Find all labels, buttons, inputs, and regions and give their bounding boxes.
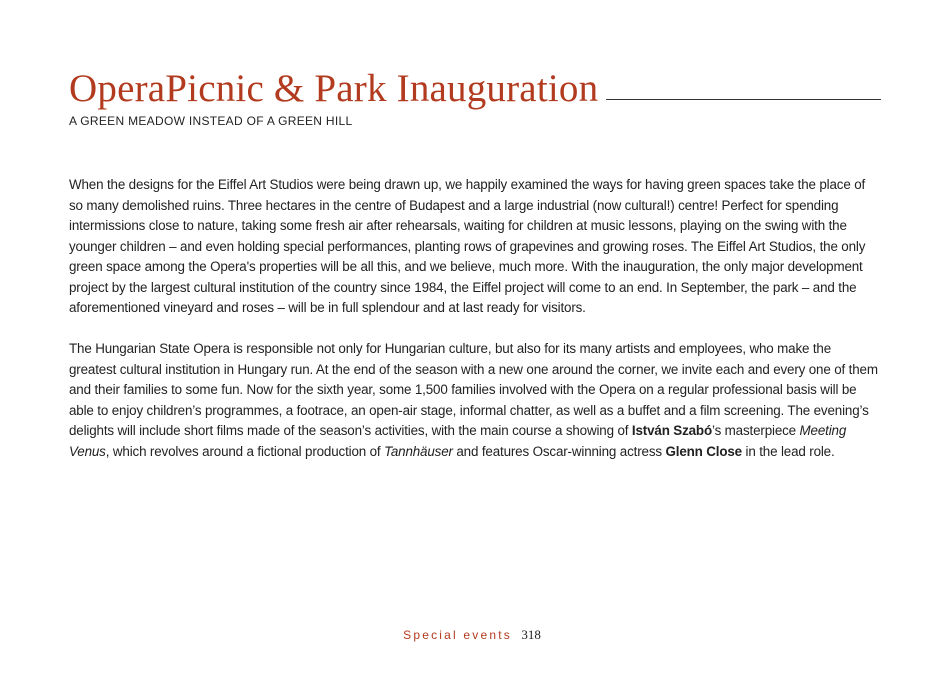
- title-row: [69, 66, 881, 112]
- p2-text-3: , which revolves around a fictional production of: [105, 443, 385, 459]
- actress-name: Glenn Close: [665, 443, 742, 459]
- paragraph-1: When the designs for the Eiffel Art Studios were being drawn up, we happily examined the ways for having green spaces take the place of so many demolished ruins. Three hectares in the centre of Budapest and a large industrial (now cultural!) centre! Perfect for spending intermissions close to nature, taking some fresh air after rehearsals, waiting for children at music lessons, playing on the swing with the younger children – and even holding special performances, planting rows of grapevines and growing roses. The Eiffel Art Studios, the only green space among the Opera's properties will be all this, and we believe, much more. With the inauguration, the only major development project by the largest cultural institution of the country since 1984, the Eiffel project will come to an end. In September, the park – and the aforementioned vineyard and roses – will be in full splendour and at last ready for visitors.: [69, 177, 866, 315]
- film-title: Meeting Venus: [69, 423, 847, 459]
- p2-text-1: The Hungarian State Opera is responsible not only for Hungarian culture, but also for its many artists and employees, who make the greatest cultural institution in Hungary run. At the end of the season with a new one around the corner, we invite each and every one of them and their families to some fun. Now for the sixth year, some 1,500 families involved with the Opera on a regular professional basis will be able to enjoy children’s programmes, a footrace, an open-air stage, informal chatter, as well as a buffet and a film screening. The evening’s delights will include short films made of the season’s activities, with the main course a showing of: [69, 341, 878, 438]
- p2-text-4: and features Oscar-winning actress: [452, 443, 666, 459]
- article-body: [69, 175, 881, 483]
- page-title: OperaPicnic & Park Inauguration: [69, 67, 599, 110]
- p2-text-2: ’s masterpiece: [711, 423, 800, 438]
- page-footer: [0, 627, 944, 643]
- page-subtitle: A GREEN MEADOW INSTEAD OF A GREEN HILL: [69, 114, 353, 128]
- paragraph-2: [69, 339, 881, 462]
- title-rule: [606, 99, 881, 100]
- page-number: 318: [521, 627, 541, 642]
- p2-text-5: in the lead role.: [741, 443, 835, 459]
- director-name: István Szabó: [631, 423, 712, 438]
- opera-title: Tannhäuser: [384, 443, 453, 459]
- footer-section-label: Special events: [403, 628, 512, 642]
